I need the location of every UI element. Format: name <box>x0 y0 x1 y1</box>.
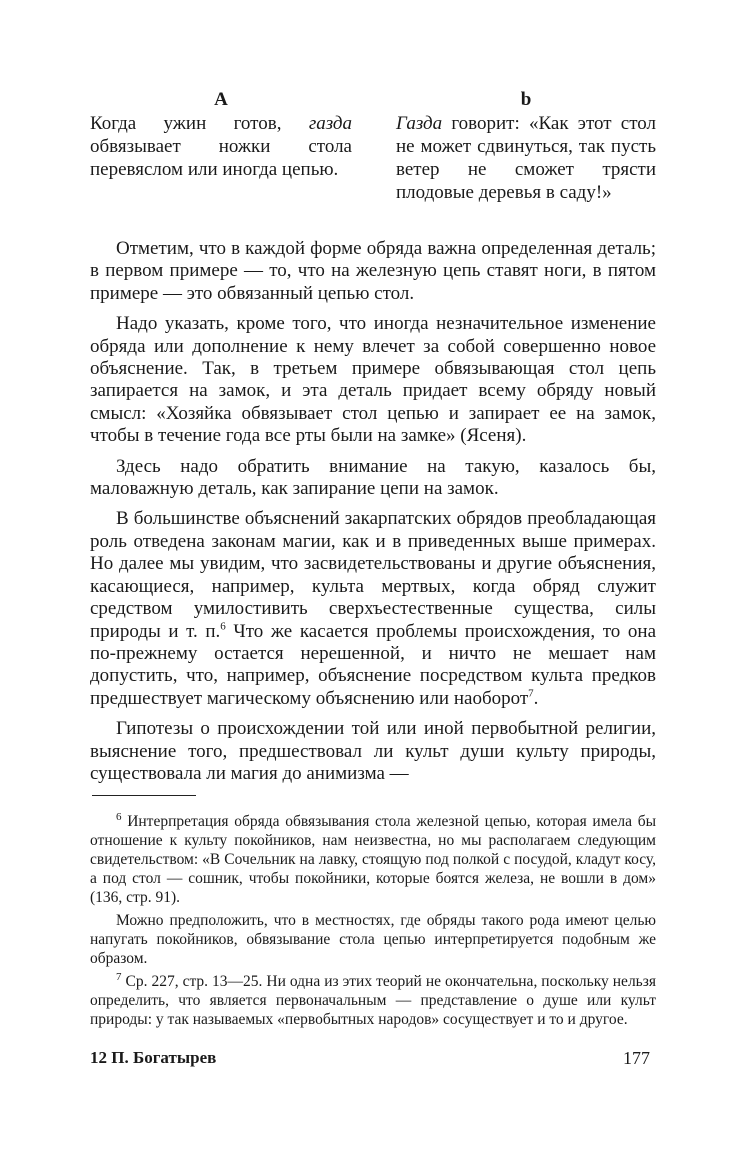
column-b-text-end: говорит: «Как этот стол не может сдвинуться, так пусть ветер не сможет трясти плодовые деревья в саду!» <box>396 113 656 203</box>
column-a <box>90 88 352 181</box>
paragraph-4-part-1: В большинстве объяснений закарпатских обрядов преобладающая роль отведена законам магии, как и в приведенных выше примерах. Но далее мы увидим, что засвидетельствованы и другие объяснения, касающиеся, например, культа мертвых, когда обряд служит средством умилостивить сверхъестественные существа, силы природы и т. п. <box>90 508 656 642</box>
footnote-7-text: Ср. 227, стр. 13—25. Ни одна из этих теорий не окончательна, поскольку нельзя определить, что является первоначальным — представление о душе или культ природы: у так называемых «первобытных народов» сосуществует и то и другое. <box>90 973 656 1028</box>
footnotes <box>90 812 656 1029</box>
column-a-text-start: Когда ужин готов, <box>90 113 309 134</box>
paragraph-4-part-3: . <box>533 687 539 709</box>
paragraph-1: Отметим, что в каждой форме обряда важна определенная деталь; в первом примере — то, что на железную цепь ставят ноги, в пятом примере — это обвязанный цепью стол. <box>90 238 656 304</box>
footnote-ref-7: 7 <box>528 687 534 700</box>
paragraph-4 <box>90 508 656 710</box>
column-a-text-end: обвязывает ножки стола перевяслом или иногда цепью. <box>90 136 352 180</box>
footnote-ref-6: 6 <box>220 620 226 633</box>
paragraph-2: Надо указать, кроме того, что иногда незначительное изменение обряда или дополнение к нему влечет за собой совершенно новое объяснение. Так, в третьем примере обвязывающая стол цепь запирается на замок, и эта деталь придает всему обряду новый смысл: «Хозяйка обвязывает стол цепью и запирает ее на замок, чтобы в течение года все рты были на замке» (Ясеня). <box>90 313 656 447</box>
footnote-divider <box>92 795 196 796</box>
column-a-text <box>90 112 352 181</box>
column-a-italic-word: газда <box>308 113 352 134</box>
column-b <box>396 88 656 204</box>
footnote-6 <box>90 812 656 907</box>
signature-mark: 12 П. Богатырев <box>90 1048 217 1067</box>
column-b-heading: b <box>520 89 532 110</box>
footnote-6-text: Интерпретация обряда обвязывания стола железной цепью, которая имела бы отношение к культу покойников, нам неизвестна, но мы располагаем следующим свидетельством: «В Сочельник на лавку, стоящую под полкой с посудой, кладут косу, а под стол — сошник, чтобы покойники, которые боятся железа, не вошли в дом» (136, стр. 91). <box>90 813 656 906</box>
footnote-6-mark: 6 <box>116 810 122 823</box>
column-b-text <box>396 112 656 204</box>
footnote-7-mark: 7 <box>116 970 122 983</box>
paragraph-4-part-2: Что же касается проблемы происхождения, то она по-прежнему остается нерешенной, и ничто не мешает нам допустить, что, например, объяснение посредством культа предков предшествует магическому объяснению или наоборот <box>90 620 656 709</box>
main-text <box>90 238 656 785</box>
paragraph-5: Гипотезы о происхождении той или иной первобытной религии, выяснение того, предшествовал ли культ души культу природы, существовала ли магия до анимизма — <box>90 718 656 784</box>
page-number: 177 <box>623 1048 650 1068</box>
column-a-heading: A <box>214 89 228 110</box>
column-b-italic-word: Газда <box>396 113 443 134</box>
paragraph-3: Здесь надо обратить внимание на такую, казалось бы, маловажную деталь, как запирание цепи на замок. <box>90 455 656 500</box>
footnote-7 <box>90 972 656 1029</box>
footnote-6-continuation: Можно предположить, что в местностях, где обряды такого рода имеют целью напугать покойников, обвязывание стола цепью интерпретируется подобным же образом. <box>90 912 656 967</box>
